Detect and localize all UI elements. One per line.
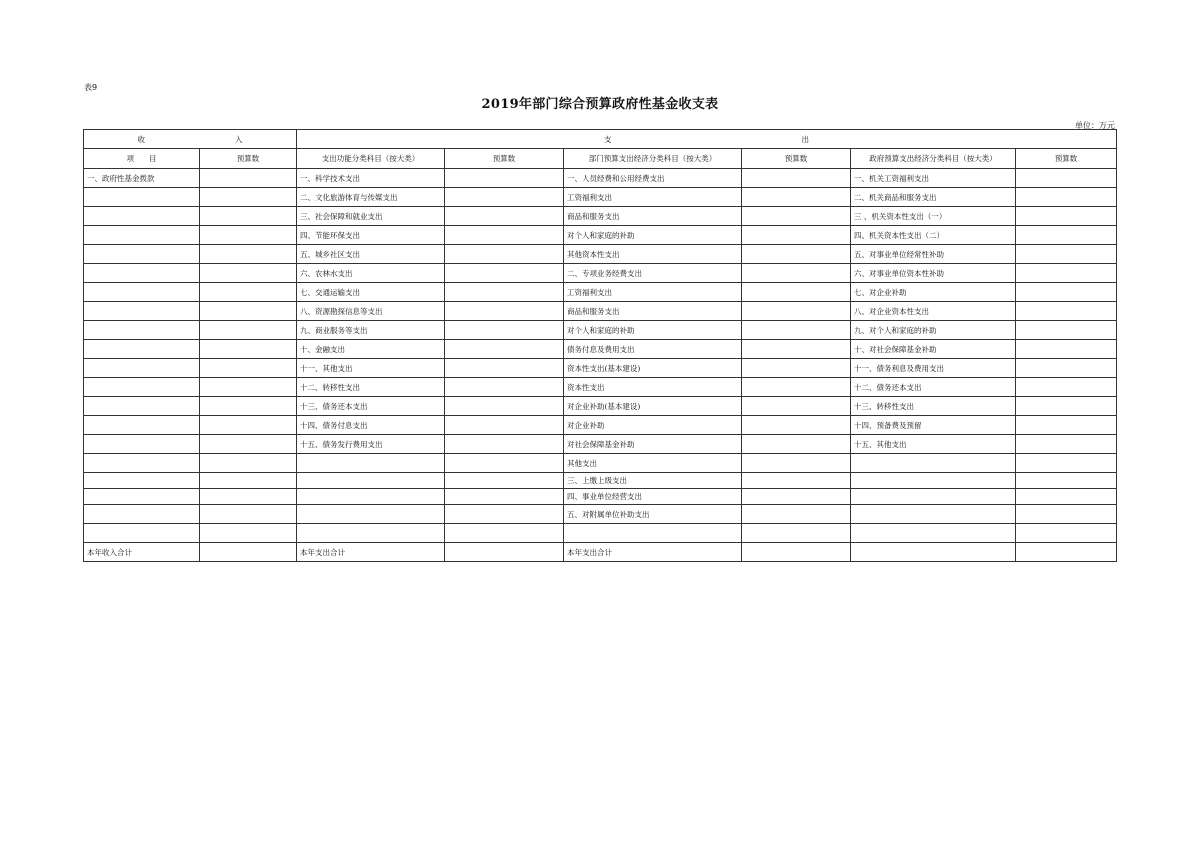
income-budget-cell bbox=[200, 416, 297, 435]
dept-budget-cell bbox=[742, 188, 851, 207]
dept-budget-cell bbox=[742, 245, 851, 264]
income-item-cell bbox=[84, 397, 200, 416]
function-category-cell bbox=[297, 473, 445, 489]
col-header-dept-economic-category: 部门预算支出经济分类科目（按大类） bbox=[564, 149, 742, 169]
function-category-cell: 十四、债务付息支出 bbox=[297, 416, 445, 435]
income-item-cell bbox=[84, 321, 200, 340]
function-category-cell bbox=[297, 454, 445, 473]
table-number: 表9 bbox=[84, 83, 98, 92]
income-item-cell bbox=[84, 188, 200, 207]
dept-economic-category-cell bbox=[564, 524, 742, 543]
dept-budget-cell bbox=[742, 321, 851, 340]
gov-budget-cell bbox=[1016, 169, 1117, 188]
table-row bbox=[84, 416, 1117, 435]
col-header-budget: 预算数 bbox=[200, 149, 297, 169]
gov-economic-category-cell: 一、机关工资福利支出 bbox=[851, 169, 1016, 188]
dept-budget-cell bbox=[742, 169, 851, 188]
dept-budget-cell bbox=[742, 416, 851, 435]
dept-economic-category-cell: 二、专项业务经费支出 bbox=[564, 264, 742, 283]
income-total-label: 本年收入合计 bbox=[84, 543, 200, 562]
income-budget-cell bbox=[200, 283, 297, 302]
function-budget-cell bbox=[445, 169, 564, 188]
function-budget-cell bbox=[445, 302, 564, 321]
gov-economic-category-cell: 十一、债务利息及费用支出 bbox=[851, 359, 1016, 378]
table-row bbox=[84, 321, 1117, 340]
dept-budget-cell bbox=[742, 302, 851, 321]
function-category-cell bbox=[297, 489, 445, 505]
gov-economic-category-cell: 十二、债务还本支出 bbox=[851, 378, 1016, 397]
col-header-item: 项 目 bbox=[84, 149, 200, 169]
gov-economic-category-cell bbox=[851, 524, 1016, 543]
table-row bbox=[84, 207, 1117, 226]
income-item-cell bbox=[84, 264, 200, 283]
col-header-budget: 预算数 bbox=[445, 149, 564, 169]
dept-economic-category-cell: 商品和服务支出 bbox=[564, 207, 742, 226]
function-budget-cell bbox=[445, 321, 564, 340]
gov-economic-category-cell bbox=[851, 473, 1016, 489]
gov-economic-category-cell: 十三、转移性支出 bbox=[851, 397, 1016, 416]
table-row bbox=[84, 283, 1117, 302]
dept-economic-category-cell: 对个人和家庭的补助 bbox=[564, 226, 742, 245]
table-row bbox=[84, 435, 1117, 454]
income-item-cell bbox=[84, 524, 200, 543]
dept-budget-cell bbox=[742, 359, 851, 378]
function-budget-cell bbox=[445, 524, 564, 543]
budget-table bbox=[83, 129, 1117, 562]
gov-economic-category-cell bbox=[851, 454, 1016, 473]
function-budget-cell bbox=[445, 264, 564, 283]
function-category-cell: 二、文化旅游体育与传媒支出 bbox=[297, 188, 445, 207]
totals-row bbox=[84, 543, 1117, 562]
gov-budget-cell bbox=[1016, 378, 1117, 397]
gov-budget-cell bbox=[1016, 245, 1117, 264]
table-row bbox=[84, 302, 1117, 321]
dept-budget-cell bbox=[742, 524, 851, 543]
function-budget-cell bbox=[445, 378, 564, 397]
income-budget-cell bbox=[200, 226, 297, 245]
income-budget-cell bbox=[200, 188, 297, 207]
table-row bbox=[84, 226, 1117, 245]
income-item-cell: 一、政府性基金拨款 bbox=[84, 169, 200, 188]
gov-budget-cell bbox=[1016, 524, 1117, 543]
table-row bbox=[84, 489, 1117, 505]
dept-economic-category-cell: 五、对附属单位补助支出 bbox=[564, 505, 742, 524]
gov-expense-total-label bbox=[851, 543, 1016, 562]
income-total-value bbox=[200, 543, 297, 562]
unit-label: 单位：万元 bbox=[1075, 121, 1115, 130]
function-category-cell: 三、社会保障和就业支出 bbox=[297, 207, 445, 226]
gov-budget-cell bbox=[1016, 454, 1117, 473]
table-row bbox=[84, 397, 1117, 416]
gov-economic-category-cell: 七、对企业补助 bbox=[851, 283, 1016, 302]
income-budget-cell bbox=[200, 245, 297, 264]
income-item-cell bbox=[84, 302, 200, 321]
gov-economic-category-cell: 十四、预备费及预留 bbox=[851, 416, 1016, 435]
function-category-cell: 十二、转移性支出 bbox=[297, 378, 445, 397]
table-row bbox=[84, 169, 1117, 188]
dept-economic-category-cell: 对个人和家庭的补助 bbox=[564, 321, 742, 340]
gov-budget-cell bbox=[1016, 489, 1117, 505]
function-category-cell: 九、商业服务等支出 bbox=[297, 321, 445, 340]
function-budget-cell bbox=[445, 416, 564, 435]
dept-economic-category-cell: 资本性支出(基本建设) bbox=[564, 359, 742, 378]
dept-economic-category-cell: 工资福利支出 bbox=[564, 188, 742, 207]
income-budget-cell bbox=[200, 505, 297, 524]
income-item-cell bbox=[84, 283, 200, 302]
function-budget-cell bbox=[445, 473, 564, 489]
gov-economic-category-cell bbox=[851, 489, 1016, 505]
function-budget-cell bbox=[445, 207, 564, 226]
function-category-cell bbox=[297, 524, 445, 543]
dept-economic-category-cell: 债务付息及费用支出 bbox=[564, 340, 742, 359]
expense-group-header bbox=[297, 130, 1117, 149]
table-row bbox=[84, 264, 1117, 283]
income-budget-cell bbox=[200, 397, 297, 416]
income-budget-cell bbox=[200, 489, 297, 505]
gov-expense-total-value bbox=[1016, 543, 1117, 562]
gov-economic-category-cell: 二、机关商品和服务支出 bbox=[851, 188, 1016, 207]
function-category-cell: 十、金融支出 bbox=[297, 340, 445, 359]
dept-expense-total-label: 本年支出合计 bbox=[564, 543, 742, 562]
function-budget-cell bbox=[445, 397, 564, 416]
gov-budget-cell bbox=[1016, 397, 1117, 416]
income-group-char-2: 入 bbox=[235, 134, 243, 144]
dept-economic-category-cell: 工资福利支出 bbox=[564, 283, 742, 302]
gov-budget-cell bbox=[1016, 188, 1117, 207]
table-row bbox=[84, 505, 1117, 524]
function-category-cell: 六、农林水支出 bbox=[297, 264, 445, 283]
income-item-cell bbox=[84, 378, 200, 397]
income-item-cell bbox=[84, 340, 200, 359]
dept-expense-total-value bbox=[742, 543, 851, 562]
table-row bbox=[84, 340, 1117, 359]
gov-economic-category-cell: 十五、其他支出 bbox=[851, 435, 1016, 454]
function-budget-cell bbox=[445, 435, 564, 454]
income-item-cell bbox=[84, 435, 200, 454]
gov-budget-cell bbox=[1016, 416, 1117, 435]
income-item-cell bbox=[84, 505, 200, 524]
col-header-gov-economic-category: 政府预算支出经济分类科目（按大类） bbox=[851, 149, 1016, 169]
gov-budget-cell bbox=[1016, 226, 1117, 245]
dept-economic-category-cell: 一、人员经费和公用经费支出 bbox=[564, 169, 742, 188]
expense-total-value bbox=[445, 543, 564, 562]
gov-budget-cell bbox=[1016, 283, 1117, 302]
col-header-budget: 预算数 bbox=[1016, 149, 1117, 169]
table-row bbox=[84, 524, 1117, 543]
function-budget-cell bbox=[445, 226, 564, 245]
dept-budget-cell bbox=[742, 378, 851, 397]
dept-budget-cell bbox=[742, 207, 851, 226]
function-category-cell: 一、科学技术支出 bbox=[297, 169, 445, 188]
table-row bbox=[84, 359, 1117, 378]
function-category-cell: 十三、债务还本支出 bbox=[297, 397, 445, 416]
dept-budget-cell bbox=[742, 473, 851, 489]
gov-budget-cell bbox=[1016, 473, 1117, 489]
income-item-cell bbox=[84, 454, 200, 473]
expense-group-char-1: 支 bbox=[604, 134, 612, 144]
income-item-cell bbox=[84, 359, 200, 378]
function-budget-cell bbox=[445, 188, 564, 207]
income-budget-cell bbox=[200, 264, 297, 283]
function-budget-cell bbox=[445, 454, 564, 473]
table-row bbox=[84, 245, 1117, 264]
table-row bbox=[84, 473, 1117, 489]
income-group-char-1: 收 bbox=[137, 134, 145, 144]
income-group-header bbox=[84, 130, 297, 149]
income-budget-cell bbox=[200, 340, 297, 359]
dept-budget-cell bbox=[742, 283, 851, 302]
gov-budget-cell bbox=[1016, 359, 1117, 378]
function-category-cell: 十五、债务发行费用支出 bbox=[297, 435, 445, 454]
income-budget-cell bbox=[200, 169, 297, 188]
function-category-cell: 四、节能环保支出 bbox=[297, 226, 445, 245]
income-budget-cell bbox=[200, 435, 297, 454]
gov-economic-category-cell: 六、对事业单位资本性补助 bbox=[851, 264, 1016, 283]
gov-budget-cell bbox=[1016, 321, 1117, 340]
col-header-function-category: 支出功能分类科目（按大类） bbox=[297, 149, 445, 169]
gov-budget-cell bbox=[1016, 302, 1117, 321]
dept-economic-category-cell: 商品和服务支出 bbox=[564, 302, 742, 321]
income-budget-cell bbox=[200, 473, 297, 489]
col-header-budget: 预算数 bbox=[742, 149, 851, 169]
dept-economic-category-cell: 对企业补助 bbox=[564, 416, 742, 435]
function-budget-cell bbox=[445, 245, 564, 264]
gov-budget-cell bbox=[1016, 207, 1117, 226]
income-item-cell bbox=[84, 226, 200, 245]
dept-budget-cell bbox=[742, 489, 851, 505]
income-item-cell bbox=[84, 416, 200, 435]
table-row bbox=[84, 188, 1117, 207]
dept-budget-cell bbox=[742, 454, 851, 473]
income-budget-cell bbox=[200, 321, 297, 340]
dept-economic-category-cell: 对企业补助(基本建设) bbox=[564, 397, 742, 416]
income-item-cell bbox=[84, 207, 200, 226]
column-header-row bbox=[84, 149, 1117, 169]
dept-budget-cell bbox=[742, 340, 851, 359]
page-title: 2019年部门综合预算政府性基金收支表 bbox=[481, 97, 719, 112]
function-budget-cell bbox=[445, 340, 564, 359]
income-item-cell bbox=[84, 473, 200, 489]
dept-budget-cell bbox=[742, 264, 851, 283]
function-category-cell: 七、交通运输支出 bbox=[297, 283, 445, 302]
income-budget-cell bbox=[200, 524, 297, 543]
function-category-cell: 五、城乡社区支出 bbox=[297, 245, 445, 264]
income-budget-cell bbox=[200, 378, 297, 397]
dept-economic-category-cell: 三、上缴上级支出 bbox=[564, 473, 742, 489]
table-row bbox=[84, 454, 1117, 473]
income-budget-cell bbox=[200, 454, 297, 473]
function-category-cell: 八、资源勘探信息等支出 bbox=[297, 302, 445, 321]
dept-budget-cell bbox=[742, 226, 851, 245]
function-budget-cell bbox=[445, 489, 564, 505]
group-header-row bbox=[84, 130, 1117, 149]
dept-economic-category-cell: 四、事业单位经营支出 bbox=[564, 489, 742, 505]
table-body bbox=[84, 169, 1117, 543]
function-budget-cell bbox=[445, 359, 564, 378]
gov-budget-cell bbox=[1016, 505, 1117, 524]
gov-economic-category-cell: 四、机关资本性支出（二） bbox=[851, 226, 1016, 245]
dept-economic-category-cell: 对社会保障基金补助 bbox=[564, 435, 742, 454]
gov-economic-category-cell: 三 、机关资本性支出（一） bbox=[851, 207, 1016, 226]
dept-economic-category-cell: 其他支出 bbox=[564, 454, 742, 473]
gov-economic-category-cell: 十、对社会保障基金补助 bbox=[851, 340, 1016, 359]
gov-economic-category-cell: 九、对个人和家庭的补助 bbox=[851, 321, 1016, 340]
dept-budget-cell bbox=[742, 397, 851, 416]
expense-total-label: 本年支出合计 bbox=[297, 543, 445, 562]
table-row bbox=[84, 378, 1117, 397]
dept-economic-category-cell: 资本性支出 bbox=[564, 378, 742, 397]
gov-budget-cell bbox=[1016, 340, 1117, 359]
gov-budget-cell bbox=[1016, 264, 1117, 283]
dept-budget-cell bbox=[742, 505, 851, 524]
income-budget-cell bbox=[200, 207, 297, 226]
function-category-cell bbox=[297, 505, 445, 524]
gov-economic-category-cell: 五、对事业单位经常性补助 bbox=[851, 245, 1016, 264]
income-budget-cell bbox=[200, 302, 297, 321]
income-budget-cell bbox=[200, 359, 297, 378]
income-item-cell bbox=[84, 489, 200, 505]
income-item-cell bbox=[84, 245, 200, 264]
gov-economic-category-cell bbox=[851, 505, 1016, 524]
function-budget-cell bbox=[445, 283, 564, 302]
dept-budget-cell bbox=[742, 435, 851, 454]
expense-group-char-2: 出 bbox=[801, 134, 810, 144]
dept-economic-category-cell: 其他资本性支出 bbox=[564, 245, 742, 264]
function-category-cell: 十一、其他支出 bbox=[297, 359, 445, 378]
function-budget-cell bbox=[445, 505, 564, 524]
gov-economic-category-cell: 八、对企业资本性支出 bbox=[851, 302, 1016, 321]
gov-budget-cell bbox=[1016, 435, 1117, 454]
